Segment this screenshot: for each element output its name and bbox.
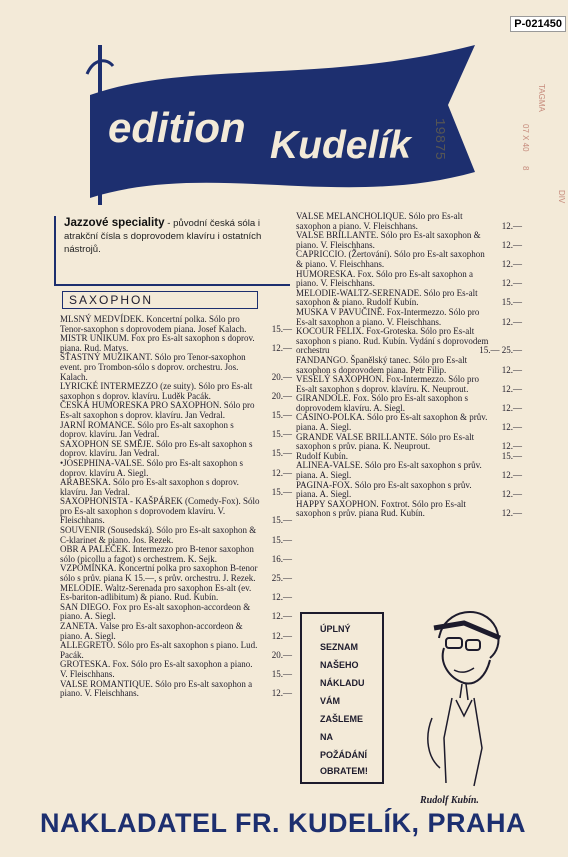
price-list-entry [60,660,294,679]
entry-price: 15.— [271,534,292,545]
entry-title: ALINEA-VALSE. [296,460,363,471]
price-list-entry [296,327,524,356]
price-list-entry [60,440,294,459]
right-price-list [296,212,524,519]
entry-price: 15.— [271,448,292,459]
entry-price: 12.— [501,508,522,519]
price-list-entry [60,421,294,440]
entry-title: HUMORESKA. [296,268,356,279]
entry-title: GRANDE VALSE BRILLANTE. [296,431,418,442]
entry-description: Sólo pro Es-alt saxophon s doprov. klavíru. Jan Vedral. [60,477,239,497]
price-list-entry [296,461,524,480]
order-line: ÚPLNÝ [320,624,351,634]
order-line: NAŠEHO [320,660,359,670]
left-price-list [60,315,294,699]
entry-title: LYRICKÉ INTERMEZZO [60,381,158,392]
entry-price: 12.— [271,611,292,622]
publisher-footer: NAKLADATEL FR. KUDELÍK, PRAHA [40,808,526,838]
price-list-entry [60,641,294,660]
artist-signature: Rudolf Kubín. [420,795,479,806]
entry-title: GIRANDOLE. [296,393,351,404]
price-list-entry [60,526,294,545]
price-list-entry [60,459,294,478]
entry-price: 25.— [271,573,292,584]
entry-description: Sólo pro Es-alt saxophon s piano. Lud. Pacák. [60,640,258,660]
banner-word-edition: edition [108,104,246,151]
order-line: POŽÁDÁNÍ [320,750,367,760]
entry-title: VALSE BRILLANTE. [296,230,379,241]
entry-price: 12.— [501,383,522,394]
entry-description: Sólo pro Es-alt saxophon a piano. V. Fleischhans. [60,678,253,699]
entry-title: •JOSEPHINA-VALSE. [60,457,145,468]
entry-title: CASINO-POLKA. [296,412,365,423]
entry-price: 12.— [501,364,522,375]
entry-description: (Comedy-Fox). Sólo pro Es-alt saxophon s doprovodem klavíru. V. Fleischhans. [60,496,260,526]
entry-description: Sólo pro Es-alt saxophon s doprov. klavíru A. Siegl. [60,457,243,478]
entry-description: Sólo pro Es-alt saxophon a piano. V. Fleischhans. [296,211,463,231]
price-list-entry [60,401,294,420]
intro-rule [54,216,56,286]
entry-title: ŠŤASTNÝ MUZIKANT. [60,352,153,363]
entry-price: 15.— [271,486,292,497]
entry-description: Sólo pro Tenor-saxophon event. pro Trombon-sólo s doprov. orchestru. Jos. Kalach. [60,352,246,382]
entry-description: Sólo pro Es-alt saxophon & piano. Rudolf Kubín. [296,287,478,308]
price-list-entry [296,500,524,519]
entry-title: ČESKÁ HUMORESKA PRO SAXOPHON. [60,400,222,411]
entry-title: FANDANGO. [296,354,349,365]
price-list-entry [60,603,294,622]
price-list-entry [296,375,524,394]
entry-description: (Sousedská). Sólo pro Es-alt saxophon & C-klarinet & piano. Jos. Rezek. [60,525,257,545]
entry-description: Sólo pro Es-alt saxophon & piano. V. Fleischhans. [296,230,481,250]
entry-price: 12.— [501,258,522,269]
entry-description: Waltz-Serenada pro saxophon Es-alt (ev. Es-bariton-adlibitum) & piano. Rud. Kubín. [60,582,252,603]
entry-title: VZPOMÍNKA. [60,563,117,574]
price-list-entry [60,478,294,497]
order-line: VÁM [320,696,340,706]
entry-price: 12.— [271,688,292,699]
entry-description: Foxtrot. Sólo pro Es-alt saxophon s prův. piana Rud. Kubín. [296,498,466,519]
entry-price: 12.— [501,316,522,327]
price-list-entry [296,308,524,327]
price-list-entry [60,622,294,641]
price-list-entry [60,680,294,699]
section-title-saxophon: SAXOPHON [62,291,258,309]
price-list-entry [296,231,524,250]
entry-description: Fox-Groteska. Sólo pro Es-alt saxophon s piano. Rud. Kubín. Vydání s doprovodem orchestru [296,326,489,356]
entry-title: JARNÍ ROMANCE. [60,419,136,430]
entry-price: 12.— [501,220,522,231]
entry-price: 15.— [501,450,522,461]
entry-description: Koncertní polka. Sólo pro Tenor-saxophon s doprovodem piana. Josef Kalach. [60,314,247,334]
entry-description: Sólo pro Es-alt saxophon s prův. piana. A. Siegl. [296,479,472,500]
handwritten-number: 19875 [431,118,447,161]
entry-title: ZANETA. [60,621,98,631]
price-list-entry [60,353,294,382]
entry-title: VALSE ROMANTIQUE. [60,678,153,689]
entry-description: Rudolf Kubín. [296,450,349,461]
entry-title: SAN DIEGO. [60,601,111,612]
price-list-entry [60,334,294,353]
entry-title: MELODIE. [60,582,103,593]
order-line: NÁKLADU [320,678,365,688]
entry-price: 12.— [271,592,292,603]
order-line: OBRATEM! [320,766,368,776]
order-line: SEZNAM [320,642,358,652]
price-list-entry [60,545,294,564]
entry-title: OBR A PALEČEK. [60,544,131,555]
entry-description: Fox. Sólo pro Es-alt saxophon a piano. V. Fleischhans. [296,268,474,289]
intro-text [64,216,296,256]
entry-description: Sólo pro Es-alt saxophon s prův. piana. K. Neuprout. [296,431,475,452]
entry-title: MELODIE-WALTZ-SERENADE. [296,287,422,298]
entry-title: PAGINA-FOX. [296,479,353,490]
entry-price: 12.— [271,342,292,353]
entry-description: (Žertování). Sólo pro Es-alt saxophon & piano. V. Fleischhans. [296,249,485,269]
entry-price: 15.— [271,515,292,526]
entry-title: GROTESKA. [60,659,111,670]
entry-price: 15.— [501,297,522,308]
stamp-line-1: TAGMA [537,84,546,112]
entry-description: Španělský tanec. Sólo pro Es-alt saxophon s doprovodem piana. Petr Filip. [296,354,468,375]
banner-word-kudelik: Kudelík [270,124,411,167]
entry-price: 12.— [271,467,292,478]
price-list-entry [60,584,294,603]
price-list-entry [296,289,524,308]
catalog-id-label: P-021450 [510,16,566,32]
entry-description: Sólo pro Es-alt saxophon s doprov. klavíru. Jan Vedral. [60,400,255,420]
entry-price: 12.— [501,239,522,250]
entry-price: 20.— [271,649,292,660]
price-list-entry [296,413,524,432]
price-list-entry [296,394,524,413]
price-list-entry [60,382,294,401]
order-line: ZAŠLEME [320,714,364,724]
intro-highlight: Jazzové speciality [64,216,165,229]
entry-title: SAXOPHON SE SMĚJE. [60,438,154,449]
entry-price: 12.— [501,402,522,413]
entry-title: VALSE MELANCHOLIQUE. [296,211,407,221]
intro-body: - původní česká sóla i atrakční čísla s doprovodem klavíru i ostatních nástrojů. [64,218,262,255]
entry-description: Valse pro Es-alt saxophon-accordeon & piano. A. Siegl. [60,621,243,641]
entry-price: 20.— [271,390,292,401]
entry-description: (ze suity). Sólo pro Es-alt saxophon s doprov. klavíru. Luděk Pacák. [60,381,253,401]
stamp-line-2: 07 X 40 [521,124,530,152]
entry-price: 12.— [501,470,522,481]
entry-title: VESELÝ SAXOPHON. [296,374,385,385]
entry-title: MUSKA V PAVUČINĚ. [296,306,385,317]
entry-price: 15.— [271,409,292,420]
entry-title: ALLEGRETO. [60,640,116,651]
price-list-entry [296,270,524,289]
price-list-entry [296,250,524,269]
stamp-line-4: DIV [557,190,566,204]
entry-title: CAPRICCIO. [296,249,347,260]
order-notice-box [300,612,384,784]
entry-description: Fox pro Es-alt saxophon-accordeon & piano. A. Siegl. [60,601,251,622]
stamp-line-3: 8 [521,166,530,171]
entry-title: ARABESKA. [60,477,111,488]
entry-description: Fox-Intermezzo. Sólo pro Es-alt saxophon s doprov. klavíru. K. Neuprout. [296,374,479,394]
entry-price: 20.— [271,371,292,382]
entry-description: Sólo pro Es-alt saxophon & prův. piana. A. Siegl. [296,412,488,433]
price-list-entry [296,433,524,452]
edition-kudelik-banner [70,40,480,205]
entry-title: SOUVENIR [60,525,106,536]
entry-price: 12.— [501,422,522,433]
entry-description: Intermezzo pro B-tenor saxophon sólo (picollu a fagot) s orchestrem. K. Sejk. [60,544,254,564]
entry-title: SAXOPHONISTA - KAŠPÁREK [60,496,183,507]
entry-title: KOCOUR FELIX. [296,326,365,337]
entry-description: Sólo pro Es-alt saxophon s doprov. klavíru. Jan Vedral. [60,419,234,440]
entry-price: 16.— [271,553,292,564]
entry-description: Sólo pro Es-alt saxophon s doprov. klavíru. Jan Vedral. [60,438,253,459]
entry-title: MISTR UNIKUM. [60,333,130,344]
entry-description: Fox. Sólo pro Es-alt saxophon s doprovodem klavíru. A. Siegl. [296,393,469,413]
entry-price: 15.— [271,429,292,440]
archive-stamp [506,40,568,240]
price-list-entry [296,212,524,231]
entry-description: Koncertní polka pro saxophon B-tenor sólo s prův. piana K 15.—, s prův. orchestru. J. Rezek. [60,563,258,584]
entry-price: 12.— [501,489,522,500]
entry-price: 12.— [501,278,522,289]
price-list-entry [60,315,294,334]
price-list-entry [296,481,524,500]
entry-description: Fox. Sólo pro Es-alt saxophon a piano. V. Fleischhans. [60,659,253,679]
entry-price: 15.— [271,323,292,334]
entry-price: 15.— 25.— [479,345,522,356]
entry-title: HAPPY SAXOPHON. [296,498,379,509]
entry-price: 12.— [271,630,292,641]
entry-description: Sólo pro Es-alt saxophon s prův. piana. A. Siegl. [296,460,482,481]
price-list-entry [60,564,294,583]
entry-description: Fox-Intermezzo. Sólo pro Es-alt saxophon a piano. V. Fleischhans. [296,306,480,327]
entry-description: Fox pro Es-alt saxophon s doprov. piana. Rud. Matys. [60,333,255,353]
entry-title: MLSNÝ MEDVÍDEK. [60,314,144,324]
price-list-entry [296,356,524,375]
entry-price: 12.— [501,441,522,452]
order-line: NA [320,732,333,742]
portrait-sketch-image [404,598,506,788]
entry-price: 15.— [271,668,292,679]
intro-divider [54,284,290,286]
price-list-entry [60,497,294,526]
